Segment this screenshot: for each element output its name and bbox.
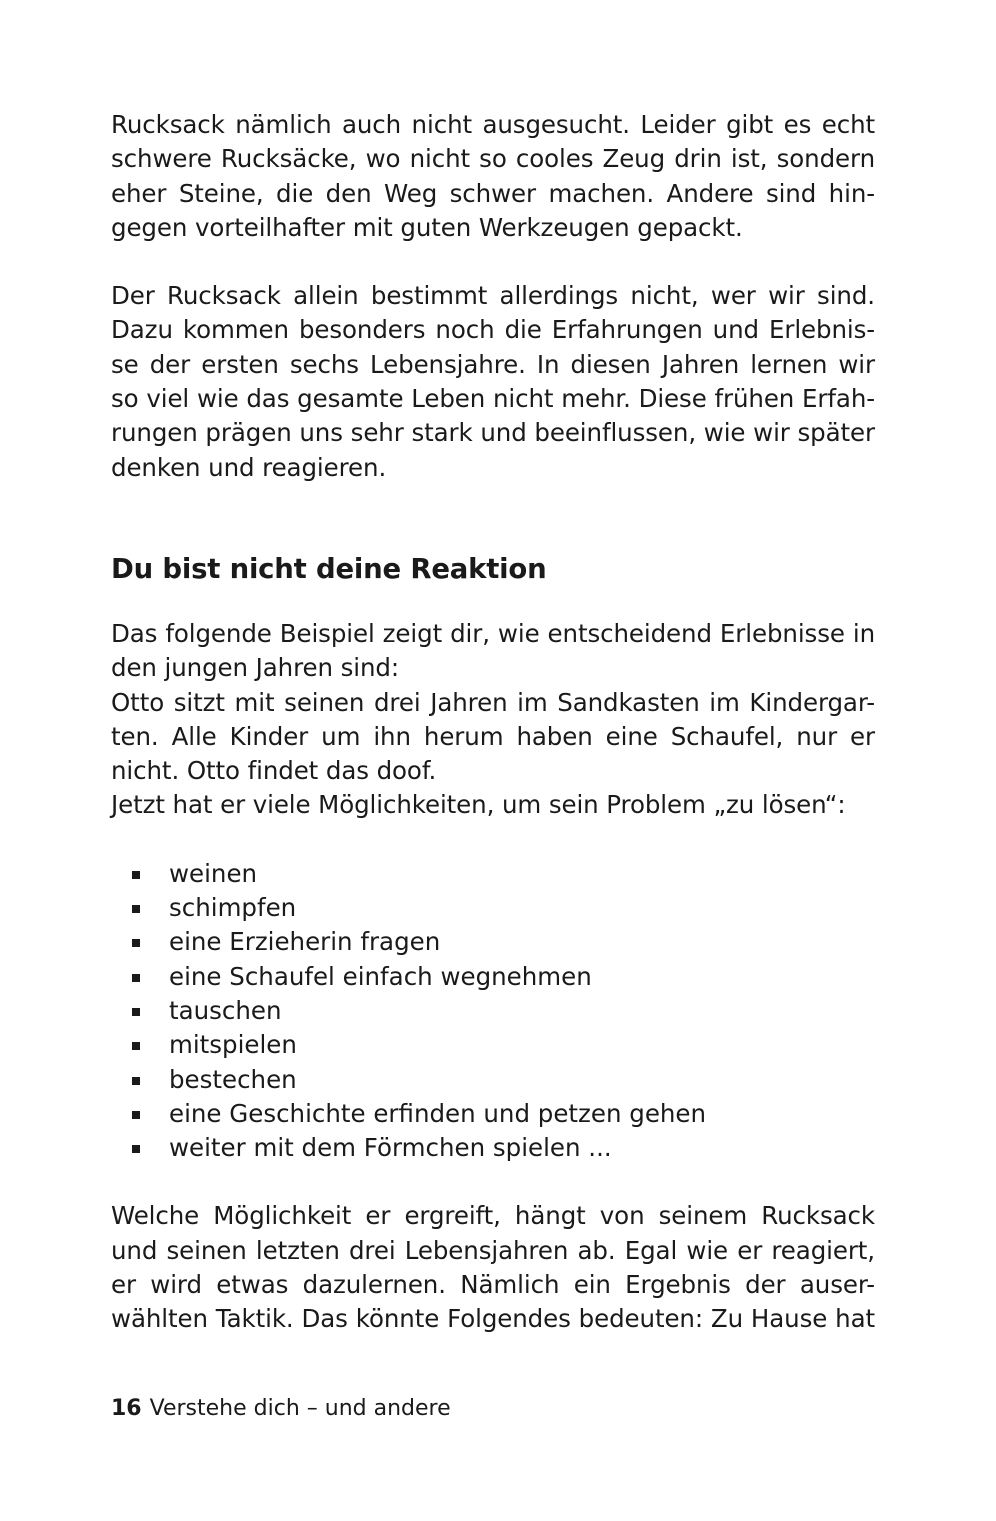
text-line: nicht. Otto findet das doof. bbox=[111, 756, 437, 786]
text-line: er wird etwas dazulernen. Nämlich ein Ergebnis der auser- bbox=[111, 1270, 875, 1300]
square-bullet-icon bbox=[132, 939, 140, 947]
page-number: 16 bbox=[111, 1396, 142, 1421]
square-bullet-icon bbox=[132, 1111, 140, 1119]
paragraph-moeglichkeit bbox=[111, 1199, 875, 1336]
text-line: se der ersten sechs Lebensjahre. In diesen Jahren lernen wir bbox=[111, 349, 875, 379]
text-line: Das folgende Beispiel zeigt dir, wie entscheidend Erlebnisse in bbox=[111, 618, 875, 648]
text-line: Der Rucksack allein bestimmt allerdings nicht, wer wir sind. bbox=[111, 281, 875, 311]
text-line: Rucksack nämlich auch nicht ausgesucht. Leider gibt es echt bbox=[111, 110, 875, 139]
text-line: rungen prägen uns sehr stark und beeinflussen, wie wir später bbox=[111, 418, 875, 448]
text-line: ten. Alle Kinder um ihn herum haben eine Schaufel, nur er bbox=[111, 721, 875, 751]
list-item: weinen bbox=[111, 857, 875, 891]
list-item: mitspielen bbox=[111, 1028, 875, 1062]
paragraph-erfahrungen bbox=[111, 279, 875, 485]
options-list bbox=[111, 857, 875, 1166]
text-line: Welche Möglichkeit er ergreift, hängt von seinem Rucksack bbox=[111, 1201, 875, 1231]
list-item: schimpfen bbox=[111, 891, 875, 925]
square-bullet-icon bbox=[132, 974, 140, 982]
square-bullet-icon bbox=[132, 1077, 140, 1085]
paragraph-gap bbox=[111, 245, 875, 279]
list-item: eine Erzieherin fragen bbox=[111, 925, 875, 959]
list-item: weiter mit dem Förmchen spielen ... bbox=[111, 1131, 875, 1165]
text-line: den jungen Jahren sind: bbox=[111, 653, 400, 683]
list-item: tauschen bbox=[111, 994, 875, 1028]
text-line: wählten Taktik. Das könnte Folgendes bedeuten: Zu Hause hat bbox=[111, 1304, 875, 1334]
text-line: und seinen letzten drei Lebensjahren ab. Egal wie er reagiert, bbox=[111, 1235, 875, 1265]
paragraph-beispiel bbox=[111, 617, 875, 823]
square-bullet-icon bbox=[132, 905, 140, 913]
page-footer bbox=[111, 1394, 451, 1424]
section-heading: Du bist nicht deine Reaktion bbox=[111, 552, 547, 585]
square-bullet-icon bbox=[132, 871, 140, 879]
text-line: Dazu kommen besonders noch die Erfahrungen und Erlebnis- bbox=[111, 315, 875, 345]
page-body bbox=[111, 108, 875, 1337]
text-line: Jetzt hat er viele Möglichkeiten, um sein Problem „zu lösen“: bbox=[111, 790, 846, 820]
text-line: schwere Rucksäcke, wo nicht so cooles Zeug drin ist, sondern bbox=[111, 144, 875, 174]
list-item: eine Schaufel einfach wegnehmen bbox=[111, 960, 875, 994]
square-bullet-icon bbox=[132, 1008, 140, 1016]
square-bullet-icon bbox=[132, 1042, 140, 1050]
paragraph-rucksack bbox=[111, 108, 875, 245]
running-title: Verstehe dich – und andere bbox=[149, 1396, 451, 1421]
square-bullet-icon bbox=[132, 1145, 140, 1153]
list-item: eine Geschichte erfinden und petzen gehen bbox=[111, 1097, 875, 1131]
list-item: bestechen bbox=[111, 1063, 875, 1097]
text-line: so viel wie das gesamte Leben nicht mehr. Diese frühen Erfah- bbox=[111, 384, 875, 414]
text-line: gegen vorteilhafter mit guten Werkzeugen gepackt. bbox=[111, 212, 743, 242]
text-line: denken und reagieren. bbox=[111, 452, 387, 482]
text-line: eher Steine, die den Weg schwer machen. Andere sind hin- bbox=[111, 178, 875, 208]
text-line: Otto sitzt mit seinen drei Jahren im Sandkasten im Kindergar- bbox=[111, 687, 875, 717]
